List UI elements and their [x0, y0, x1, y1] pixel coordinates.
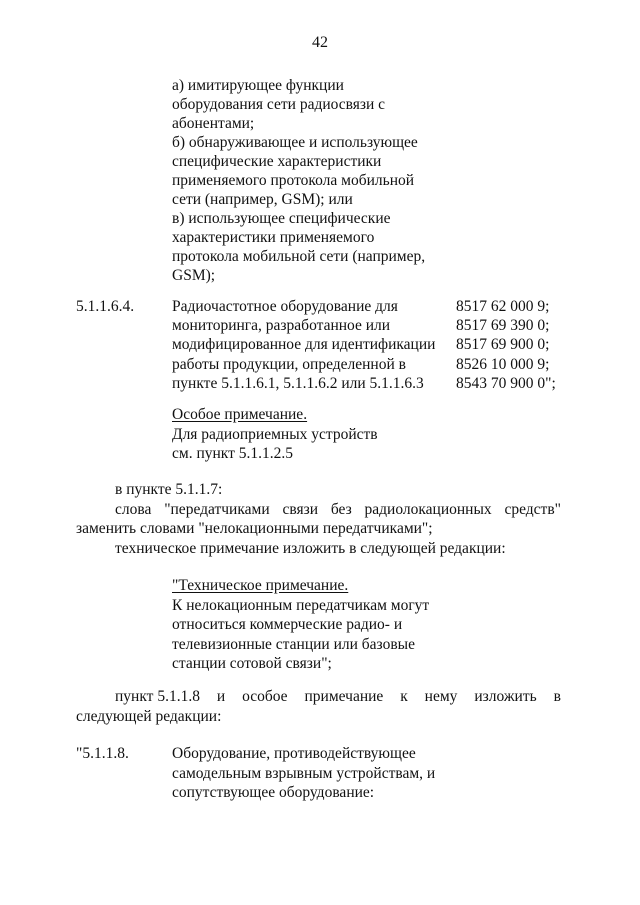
- word: связи: [282, 501, 318, 518]
- list-line: специфические характеристики: [172, 153, 382, 170]
- list-line: GSM);: [172, 267, 216, 284]
- page-number: 42: [312, 34, 328, 51]
- word: нему: [424, 688, 458, 705]
- amend-5117-intro: в пункте 5.1.1.7:: [115, 481, 223, 498]
- list-line: характеристики применяемого: [172, 229, 375, 246]
- description-line: самодельным взрывным устройствам, и: [172, 764, 436, 782]
- code-line: 8517 69 390 0;: [456, 317, 550, 335]
- amend-5118-line2: следующей редакции:: [76, 708, 222, 725]
- item-number-5116-4: 5.1.1.6.4.: [76, 298, 135, 315]
- description-line: модифицированное для идентификации: [172, 336, 436, 354]
- word: изложить: [474, 688, 537, 705]
- word: и: [216, 688, 226, 705]
- technical-note-line: относиться коммерческие радио- и: [172, 616, 403, 633]
- list-line: в) использующее специфические: [172, 210, 391, 227]
- technical-note-line: станции сотовой связи";: [172, 655, 332, 672]
- amend-5117-line1: [115, 500, 561, 520]
- list-line: б) обнаруживающее и использующее: [172, 134, 418, 151]
- list-line: абонентами;: [172, 115, 255, 132]
- special-note-line: см. пункт 5.1.1.2.5: [172, 445, 294, 462]
- code-line: 8526 10 000 9;: [456, 355, 550, 373]
- item-description-5116-4: [172, 297, 435, 393]
- description-line: Оборудование, противодействующее: [172, 745, 416, 762]
- description-line: работы продукции, определенной в: [172, 355, 406, 373]
- list-line: а) имитирующее функции: [172, 77, 344, 94]
- amend-5118-line1: [115, 687, 561, 707]
- list-line: оборудования сети радиосвязи с: [172, 96, 386, 113]
- list-line: применяемого протокола мобильной: [172, 172, 415, 189]
- code-line: 8517 62 000 9;: [456, 298, 550, 315]
- item-description-5118: [172, 744, 435, 803]
- special-note-line: Для радиоприемных устройств: [172, 425, 378, 443]
- special-note-title: Особое примечание.: [172, 406, 308, 423]
- description-line: сопутствующее оборудование:: [172, 784, 375, 801]
- technical-note-line: К нелокационным передатчикам могут: [172, 596, 430, 614]
- technical-note-title: "Техническое примечание.: [172, 577, 349, 594]
- description-line: пункте 5.1.1.6.1, 5.1.1.6.2 или 5.1.1.6.3: [172, 374, 424, 392]
- customs-codes: [456, 297, 556, 393]
- item-number-5118: "5.1.1.8.: [76, 745, 129, 762]
- word: примечание: [304, 688, 384, 705]
- word: без: [330, 501, 352, 518]
- word: в: [553, 688, 561, 705]
- code-line: 8543 70 900 0";: [456, 374, 556, 392]
- description-line: мониторинга, разработанное или: [172, 317, 391, 335]
- amend-5117-line3: техническое примечание изложить в следующей редакции:: [115, 540, 506, 557]
- list-line: сети (например, GSM); или: [172, 191, 353, 208]
- word: к: [400, 688, 408, 705]
- description-line: Радиочастотное оборудование для: [172, 298, 398, 315]
- sub-items-list: [172, 76, 425, 285]
- amend-5117-line2: заменить словами "нелокационными передатчиками";: [76, 520, 433, 537]
- word: слова: [115, 501, 152, 518]
- word: "передатчиками: [164, 501, 270, 518]
- list-line: протокола мобильной сети (например,: [172, 248, 426, 265]
- technical-note-line: телевизионные станции или базовые: [172, 635, 415, 653]
- word: особое: [242, 688, 288, 705]
- word: радиолокационных: [364, 501, 492, 518]
- word: пункт 5.1.1.8: [115, 688, 200, 705]
- code-line: 8517 69 900 0;: [456, 336, 550, 354]
- special-note: [172, 405, 378, 464]
- technical-note: [172, 576, 429, 674]
- word: средств": [504, 501, 561, 518]
